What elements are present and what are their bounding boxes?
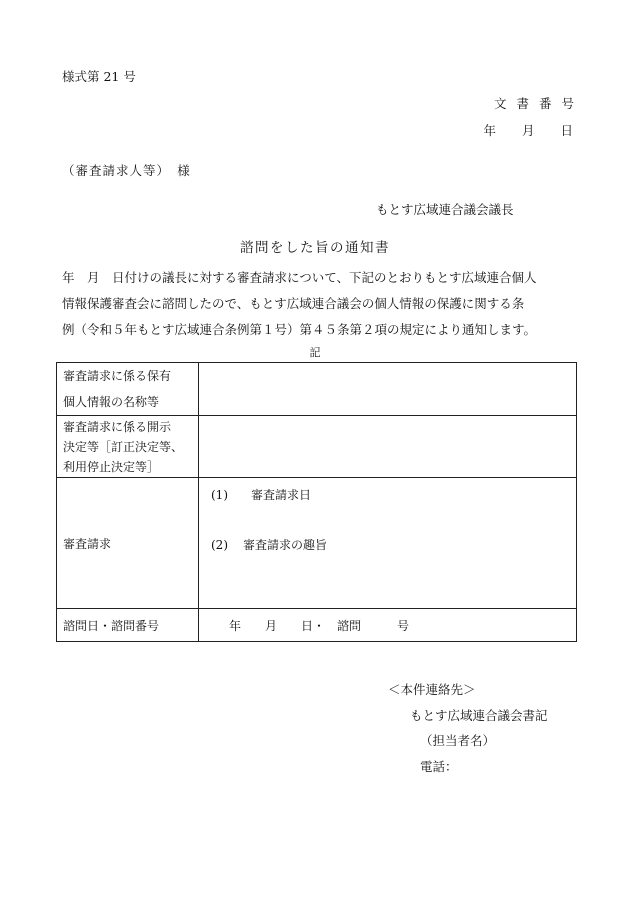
body-line-1: 年 月 日付けの議長に対する審査請求について、下記のとおりもとす広域連合個人: [62, 270, 537, 285]
label-line: 決定等［訂正決定等、: [63, 439, 184, 454]
table-row: [57, 478, 577, 609]
item-text: 審査請求日: [251, 488, 312, 502]
label-line: 審査請求に係る開示: [63, 419, 172, 434]
table-row: [57, 416, 577, 478]
item-number: (2): [211, 538, 228, 552]
table-row: [57, 363, 577, 416]
request-field[interactable]: [199, 478, 577, 609]
form-number: 様式第 21 号: [62, 69, 136, 84]
contact-organization: もとす広域連合議会書記: [410, 708, 548, 723]
contact-person: （担当者名）: [420, 733, 496, 748]
addressee: （審査請求人等） 様: [62, 163, 191, 178]
table-row: [57, 609, 577, 642]
item-number: (1): [211, 488, 228, 502]
request-purpose-item: [211, 536, 327, 553]
contact-heading: ＜本件連絡先＞: [388, 682, 476, 697]
body-line-2: 情報保護審査会に諮問したので、もとす広域連合議会の個人情報の保護に関する条: [62, 296, 525, 311]
label-line: 審査請求に係る保有: [63, 369, 172, 383]
request-date-item: [211, 486, 311, 503]
document-title: 諮問をした旨の通知書: [240, 240, 390, 256]
body-line-3: 例（令和５年もとす広域連合条例第１号）第４５条第２項の規定により通知します。: [62, 322, 537, 337]
document-date: 年 月 日: [483, 123, 584, 138]
contact-phone: 電話：: [420, 759, 458, 774]
request-table: [56, 362, 577, 642]
ki-heading: 記: [309, 346, 321, 359]
row-label-personal-info: [57, 363, 199, 416]
item-text: 審査請求の趣旨: [243, 538, 328, 552]
disclosure-decision-field[interactable]: [199, 416, 577, 478]
personal-info-field[interactable]: [199, 363, 577, 416]
inquiry-date-number-field[interactable]: 年 月 日・ 諮問 号: [199, 609, 577, 642]
sender: もとす広域連合議会議長: [376, 202, 514, 217]
body-text: [62, 265, 582, 343]
row-label-request: 審査請求: [57, 478, 199, 609]
label-line: 利用停止決定等］: [63, 459, 160, 474]
row-label-inquiry: 諮問日・諮問番号: [57, 609, 199, 642]
row-label-disclosure-decision: [57, 416, 199, 478]
document-number: 文書番号: [493, 96, 584, 111]
label-line: 個人情報の名称等: [63, 395, 160, 409]
